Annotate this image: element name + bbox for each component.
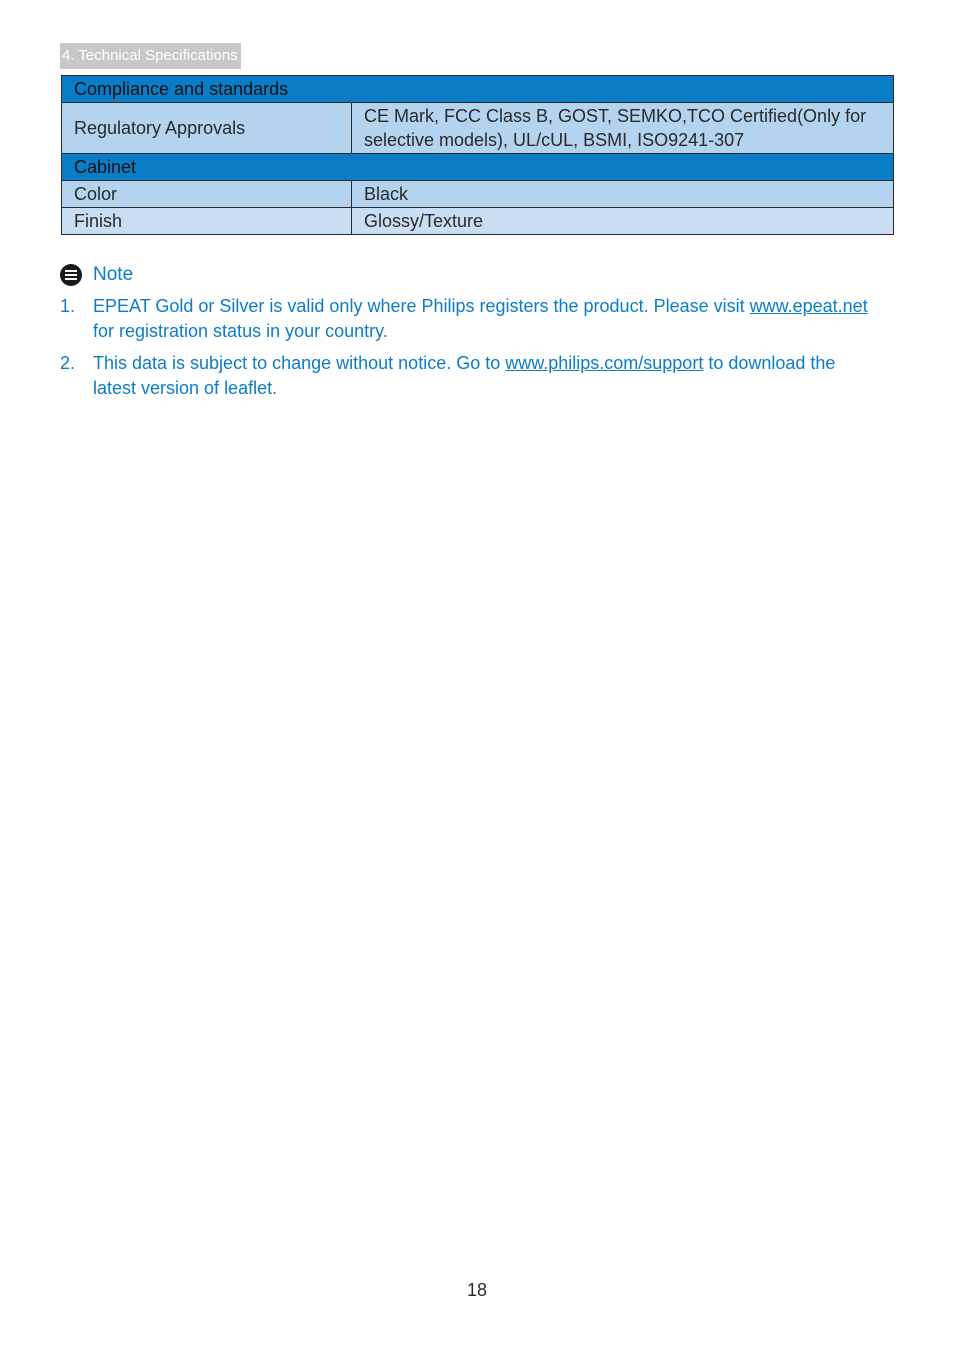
note-heading [60, 262, 133, 288]
spec-label: Color [62, 181, 352, 208]
note-item [60, 294, 880, 344]
spec-table [61, 75, 894, 235]
note-icon [60, 264, 82, 286]
spec-value [352, 103, 894, 154]
spec-label: Finish [62, 208, 352, 235]
note-item-number: 2. [60, 353, 76, 373]
note-item [60, 351, 880, 401]
epeat-link[interactable]: www.epeat.net [749, 296, 868, 316]
note-title: Note [93, 264, 134, 285]
note-item-text: for registration status in your country. [93, 321, 388, 341]
section-header-cabinet [62, 154, 894, 181]
section-tab: 4. Technical Specifications [60, 43, 241, 69]
spec-label: Regulatory Approvals [62, 103, 352, 154]
section-title: Cabinet [62, 154, 894, 181]
note-item-number: 1. [60, 296, 76, 316]
table-row [62, 208, 894, 235]
spec-value: Glossy/Texture [352, 208, 894, 235]
table-row [62, 181, 894, 208]
note-item-text: EPEAT Gold or Silver is valid only where Philips registers the product. Please visit [93, 296, 750, 316]
note-item-text: to download the latest version of leaflet. [93, 353, 836, 398]
table-row [62, 103, 894, 154]
section-header-compliance [62, 76, 894, 103]
note-item-text: This data is subject to change without notice. Go to [93, 353, 506, 373]
spec-value-line: CE Mark, FCC Class B, GOST, SEMKO,TCO Certified(Only for [364, 106, 867, 126]
spec-value-line: selective models), UL/cUL, BSMI, ISO9241-307 [364, 130, 745, 150]
section-title: Compliance and standards [62, 76, 894, 103]
philips-support-link[interactable]: www.philips.com/support [505, 353, 704, 373]
page-number: 18 [466, 1280, 488, 1300]
note-list [60, 294, 880, 408]
spec-value: Black [352, 181, 894, 208]
